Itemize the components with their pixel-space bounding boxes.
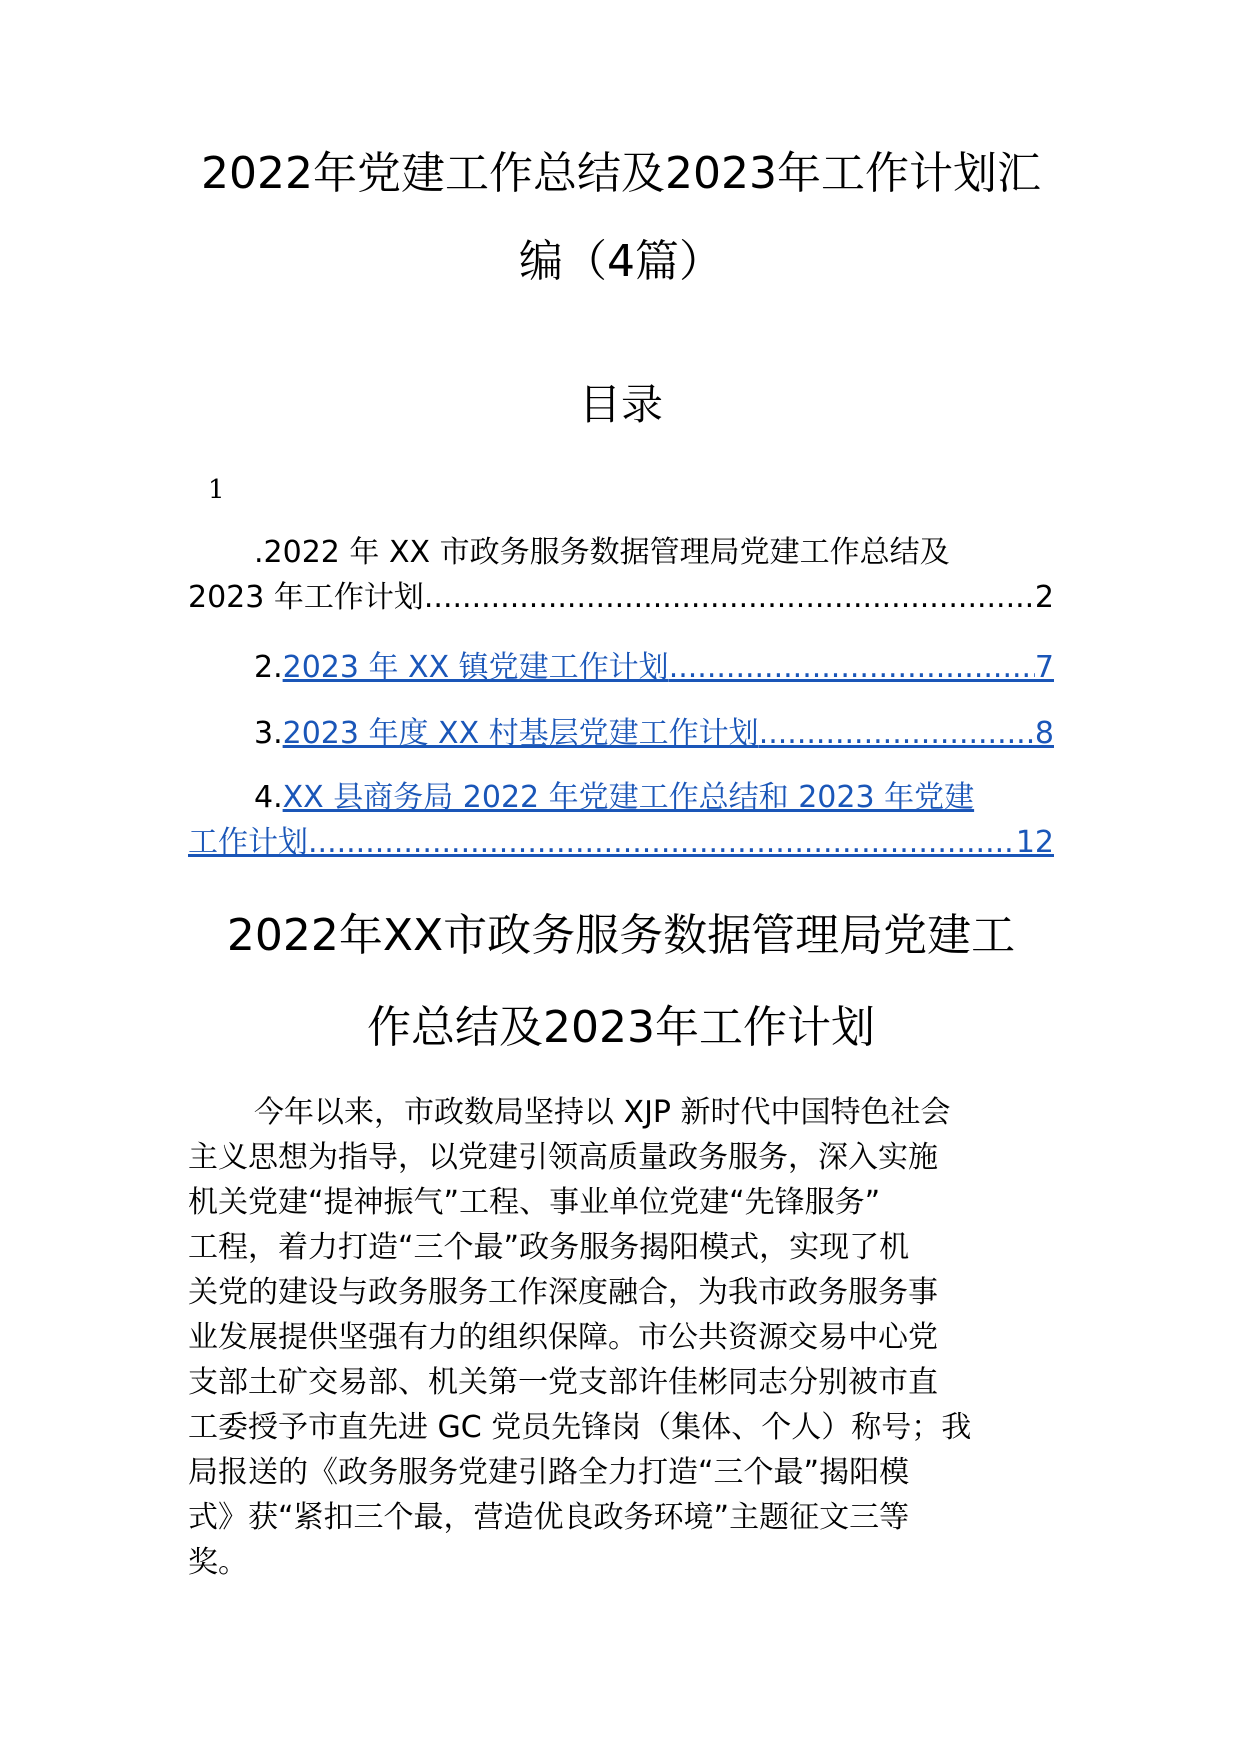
toc-entry-4-leader [308, 820, 1016, 865]
toc-entry-3[interactable] [188, 711, 1054, 756]
paragraph-line-5: 关党的建设与政务服务工作深度融合，为我市政务服务事 [188, 1275, 938, 1310]
toc-entry-2-link[interactable]: 2023 年 XX 镇党建工作计划 [282, 650, 669, 685]
section-title-line-1: 2022年XX市政务服务数据管理局党建工 [226, 910, 1016, 961]
toc-entry-3-link[interactable]: 2023 年度 XX 村基层党建工作计划 [282, 716, 759, 751]
toc-entry-1[interactable] [188, 530, 1054, 620]
toc-entry-2[interactable] [188, 645, 1054, 690]
paragraph-line-10: 式》获“紧扣三个最，营造优良政务环境”主题征文三等 [188, 1500, 910, 1535]
paragraph-line-2: 主义思想为指导，以党建引领高质量政务服务，深入实施 [188, 1140, 938, 1175]
paragraph-line-1: 今年以来，市政数局坚持以 XJP 新时代中国特色社会 [254, 1095, 951, 1130]
toc-heading: 目录 [578, 380, 663, 429]
toc-entry-4-page[interactable]: 12 [1015, 825, 1054, 860]
paragraph-line-4: 工程，着力打造“三个最”政务服务揭阳模式，实现了机 [188, 1230, 910, 1265]
toc-index: 1 [208, 475, 225, 505]
section-title-line-2: 作总结及2023年工作计划 [367, 1002, 875, 1053]
document-title-line-2: 编（4篇） [519, 236, 723, 287]
toc-entry-1-text-line1: .2022 年 XX 市政务服务数据管理局党建工作总结及 [254, 535, 950, 570]
toc-entry-4-link-line1[interactable]: XX 县商务局 2022 年党建工作总结和 2023 年党建 [282, 780, 975, 815]
document-title [188, 130, 1054, 306]
paragraph-line-11: 奖。 [188, 1545, 248, 1580]
paragraph-line-8: 工委授予市直先进 GC 党员先锋岗（集体、个人）称号；我 [188, 1410, 972, 1445]
toc-entry-1-leader [424, 575, 1035, 620]
toc-entry-2-leader [669, 645, 1035, 690]
toc-entry-1-page: 2 [1034, 580, 1054, 615]
paragraph-line-7: 支部土矿交易部、机关第一党支部许佳彬同志分别被市直 [188, 1365, 938, 1400]
paragraph-line-6: 业发展提供坚强有力的组织保障。市公共资源交易中心党 [188, 1320, 938, 1355]
toc-entry-1-text-line2: 2023 年工作计划 [188, 580, 424, 615]
body-paragraph [188, 1090, 1054, 1585]
document-title-line-1: 2022年党建工作总结及2023年工作计划汇 [201, 148, 1041, 199]
paragraph-line-9: 局报送的《政务服务党建引路全力打造“三个最”揭阳模 [188, 1455, 910, 1490]
section-title [188, 890, 1054, 1074]
toc-entry-3-leader [759, 711, 1035, 756]
toc-entry-2-page[interactable]: 7 [1034, 650, 1054, 685]
toc-entry-4[interactable] [188, 775, 1054, 865]
toc-entry-4-link-line2[interactable]: 工作计划 [188, 825, 308, 860]
toc-entry-4-number: 4. [254, 780, 283, 815]
toc-entry-3-page[interactable]: 8 [1034, 716, 1054, 751]
paragraph-line-3: 机关党建“提神振气”工程、事业单位党建“先锋服务” [188, 1185, 881, 1220]
toc-entry-2-number: 2. [254, 650, 283, 685]
toc-entry-3-number: 3. [254, 716, 283, 751]
